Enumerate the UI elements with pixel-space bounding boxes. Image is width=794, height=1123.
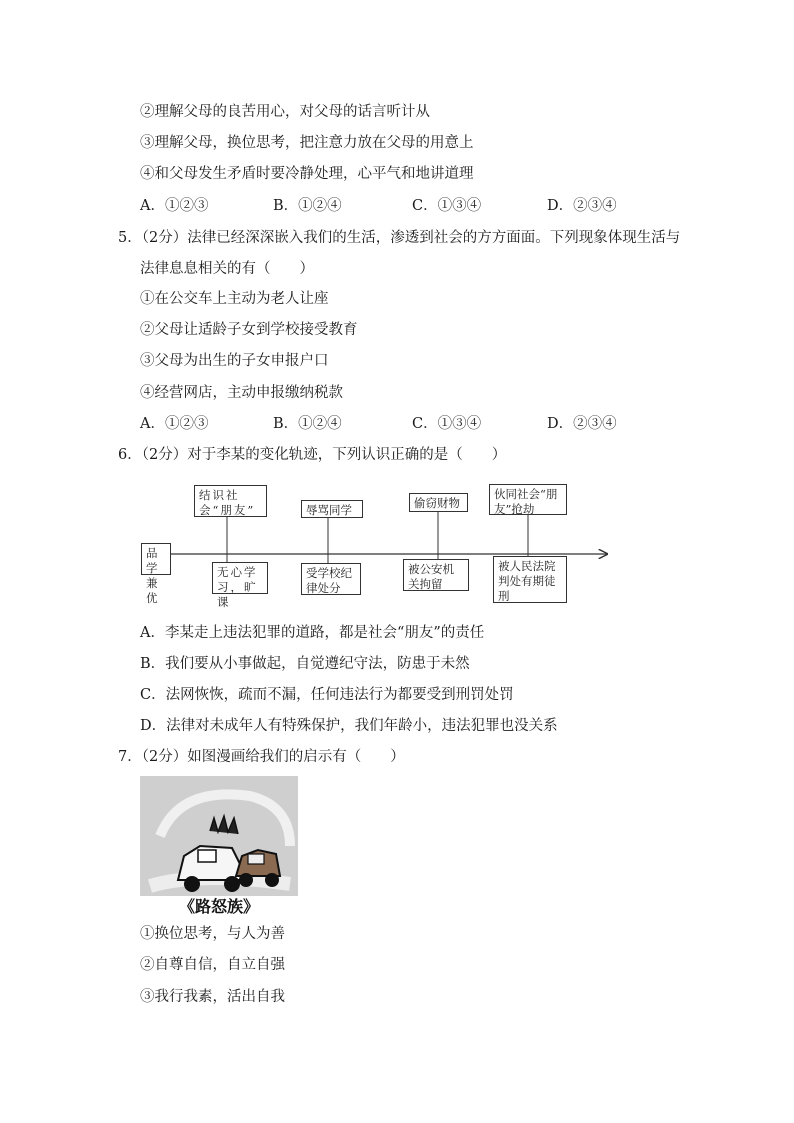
q5-stem-line1: 5．（2分）法律已经深深嵌入我们的生活，渗透到社会的方方面面。下列现象体现生活与 — [118, 230, 681, 246]
q4-option-d: D．②③④ — [547, 198, 617, 214]
q5-option-a: A．①②③ — [140, 416, 209, 432]
q7-item-1: ①换位思考，与人为善 — [140, 926, 285, 942]
q5-item-4: ④经营网店，主动申报缴纳税款 — [140, 385, 343, 401]
q6-option-d: D．法律对未成年人有特殊保护，我们年龄小，违法犯罪也没关系 — [140, 718, 558, 734]
timeline-below-1: 无心学习，旷课 — [212, 562, 268, 594]
q4-item-4: ④和父母发生矛盾时要冷静处理，心平气和地讲道理 — [140, 166, 474, 182]
cartoon-caption: 《路怒族》 — [178, 897, 259, 916]
q5-item-2: ②父母让适龄子女到学校接受教育 — [140, 322, 358, 338]
q7-stem: 7．（2分）如图漫画给我们的启示有（ ） — [118, 749, 405, 765]
q4-option-a: A．①②③ — [140, 198, 209, 214]
q4-option-c: C．①③④ — [412, 198, 482, 214]
timeline-above-4: 伙同社会“朋友”抢劫 — [489, 484, 567, 515]
timeline-below-2: 受学校纪律处分 — [301, 563, 361, 595]
q6-option-c: C．法网恢恢，疏而不漏，任何违法行为都要受到刑罚处罚 — [140, 687, 514, 703]
q5-stem-line2: 法律息息相关的有（ ） — [140, 261, 314, 277]
q5-option-b: B．①②④ — [273, 416, 342, 432]
q7-item-2: ②自尊自信，自立自强 — [140, 957, 285, 973]
q6-stem: 6．（2分）对于李某的变化轨迹，下列认识正确的是（ ） — [118, 447, 507, 463]
timeline-start-box: 品学兼优 — [141, 543, 171, 575]
road-rage-cartoon — [140, 776, 298, 918]
timeline-above-2: 辱骂同学 — [301, 500, 363, 518]
q4-item-3: ③理解父母，换位思考，把注意力放在父母的用意上 — [140, 135, 474, 151]
q6-option-a: A．李某走上违法犯罪的道路，都是社会“朋友”的责任 — [140, 625, 485, 641]
q7-item-3: ③我行我素，活出自我 — [140, 989, 285, 1005]
timeline-below-3: 被公安机关拘留 — [403, 559, 469, 591]
timeline-above-3: 偷窃财物 — [409, 493, 468, 512]
timeline-below-4: 被人民法院判处有期徒刑 — [493, 556, 567, 603]
q5-item-3: ③父母为出生的子女申报户口 — [140, 353, 329, 369]
timeline-above-1: 结识社会“朋友” — [194, 485, 267, 517]
q5-option-d: D．②③④ — [547, 416, 617, 432]
q5-item-1: ①在公交车上主动为老人让座 — [140, 291, 329, 307]
q6-option-b: B．我们要从小事做起，自觉遵纪守法，防患于未然 — [140, 656, 470, 672]
q4-option-b: B．①②④ — [273, 198, 342, 214]
q5-option-c: C．①③④ — [412, 416, 482, 432]
q4-item-2: ②理解父母的良苦用心，对父母的话言听计从 — [140, 104, 430, 120]
